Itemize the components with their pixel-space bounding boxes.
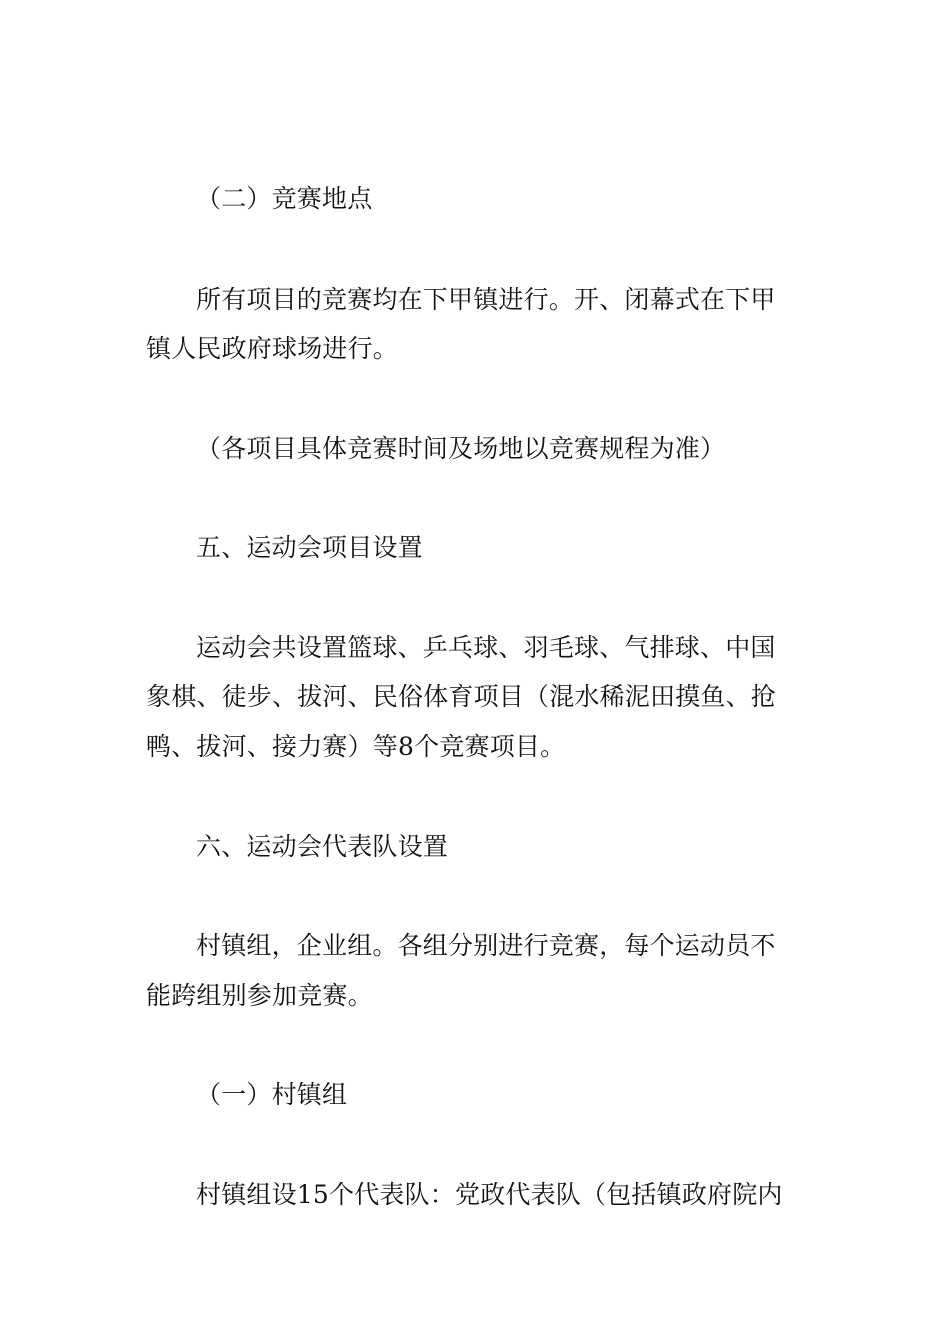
section-heading-events: 五、运动会项目设置 [196,533,423,562]
paragraph-line: 村镇组，企业组。各组分别进行竞赛，每个运动员不 [196,931,776,960]
paragraph-line: 象棋、徒步、拔河、民俗体育项目（混水稀泥田摸鱼、抢 [146,682,777,711]
paragraph-line: 所有项目的竞赛均在下甲镇进行。开、闭幕式在下甲 [196,285,776,314]
note-line: （各项目具体竞赛时间及场地以竞赛规程为准） [196,434,726,463]
paragraph-line: 鸭、拔河、接力赛）等8个竞赛项目。 [146,732,566,761]
section-heading-teams: 六、运动会代表队设置 [196,832,449,861]
paragraph-line: 运动会共设置篮球、乒乓球、羽毛球、气排球、中国 [196,633,776,662]
paragraph-line: 能跨组别参加竞赛。 [146,981,373,1010]
paragraph-line: 村镇组设15个代表队：党政代表队（包括镇政府院内 [196,1180,783,1209]
subsection-heading-village-group: （一）村镇组 [196,1080,348,1109]
section-heading-venue: （二）竞赛地点 [196,184,373,213]
paragraph-line: 镇人民政府球场进行。 [146,334,399,363]
